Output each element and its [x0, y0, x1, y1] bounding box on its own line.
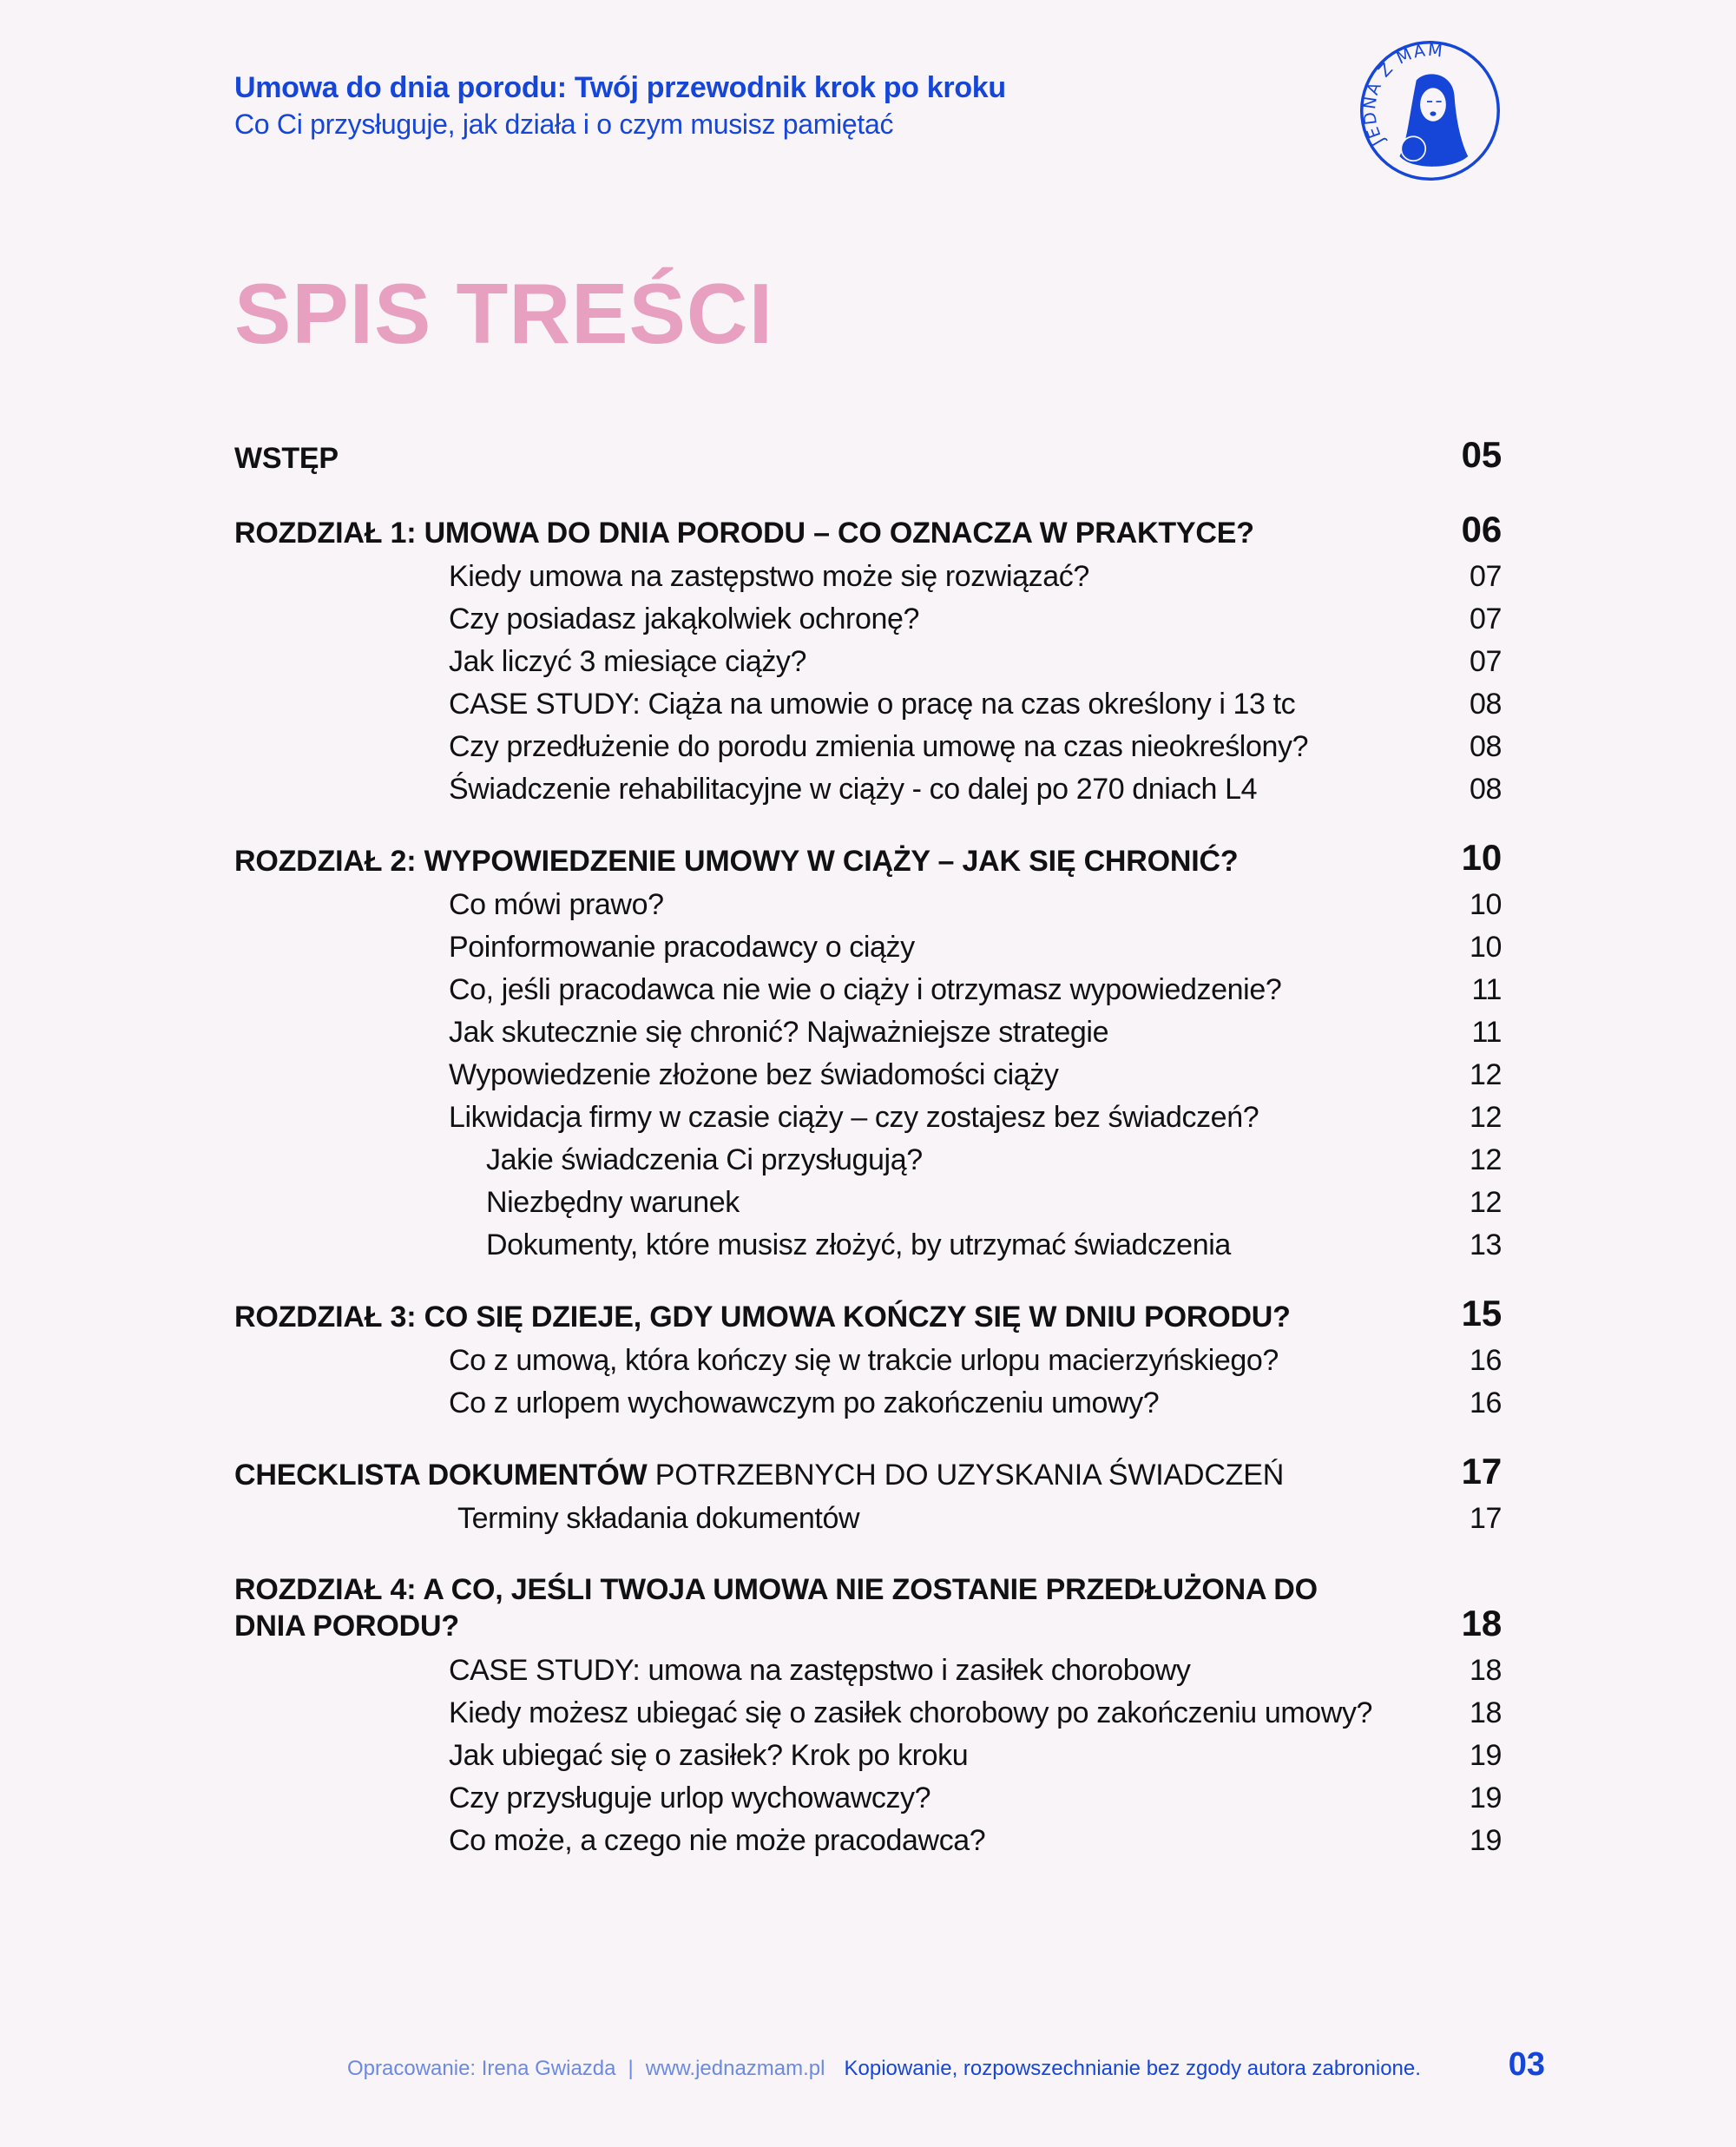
toc-subentry[interactable] [234, 884, 1502, 926]
toc-entry-title: ROZDZIAŁ 1: UMOWA DO DNIA PORODU – CO OZNACZA W PRAKTYCE? [234, 517, 1254, 550]
toc-entry-title: WSTĘP [234, 442, 339, 475]
toc-page-number: 19 [1469, 1824, 1502, 1857]
toc-checklist[interactable] [234, 1451, 1502, 1492]
toc-page-number: 12 [1469, 1143, 1502, 1176]
footer-website-link[interactable]: www.jednazmam.pl [645, 2057, 825, 2080]
toc-subentry-title: Terminy składania dokumentów [457, 1502, 860, 1535]
toc-subentry-title: Co może, a czego nie może pracodawca? [449, 1824, 986, 1857]
table-of-contents [234, 434, 1502, 1862]
toc-entry-title [234, 1571, 1318, 1644]
toc-chapter-2[interactable] [234, 837, 1502, 879]
toc-page-number: 13 [1469, 1228, 1502, 1261]
toc-title-line2: DNIA PORODU? [234, 1610, 459, 1643]
toc-subentry[interactable] [234, 1820, 1502, 1862]
toc-title-bold: CHECKLISTA DOKUMENTÓW [234, 1459, 648, 1492]
toc-subentry[interactable] [234, 768, 1502, 811]
toc-page-number: 17 [1461, 1451, 1502, 1492]
document-subtitle: Co Ci przysługuje, jak działa i o czym musisz pamiętać [234, 109, 894, 140]
toc-subentry-title: CASE STUDY: Ciąża na umowie o pracę na czas określony i 13 tc [449, 688, 1296, 721]
page-footer [347, 2046, 1545, 2084]
toc-subentry-title: Likwidacja firmy w czasie ciąży – czy zostajesz bez świadczeń? [449, 1101, 1259, 1134]
toc-subentry[interactable] [234, 926, 1502, 969]
toc-entry-wstep[interactable] [234, 434, 1502, 476]
toc-page-number: 05 [1461, 434, 1502, 475]
toc-page-number: 18 [1461, 1603, 1502, 1643]
toc-subentry-title: Dokumenty, które musisz złożyć, by utrzymać świadczenia [486, 1228, 1231, 1261]
toc-page-number: 10 [1469, 888, 1502, 921]
toc-subentry-title: Kiedy możesz ubiegać się o zasiłek chorobowy po zakończeniu umowy? [449, 1696, 1373, 1729]
toc-page-number: 18 [1469, 1696, 1502, 1729]
toc-subentry[interactable] [234, 1382, 1502, 1425]
toc-entry-title: ROZDZIAŁ 2: WYPOWIEDZENIE UMOWY W CIĄŻY – JAK SIĘ CHRONIĆ? [234, 845, 1239, 878]
jedna-z-mam-logo-icon [1354, 35, 1506, 187]
toc-page-number: 19 [1469, 1739, 1502, 1772]
toc-page-number: 15 [1461, 1293, 1502, 1334]
toc-page-number: 08 [1469, 688, 1502, 721]
toc-subsubentry[interactable] [234, 1139, 1502, 1182]
toc-page-number: 07 [1469, 603, 1502, 636]
toc-subentry-title: Co mówi prawo? [449, 888, 664, 921]
svg-text:JEDNA Z MAM: JEDNA Z MAM [1358, 39, 1445, 149]
toc-page-number: 16 [1469, 1344, 1502, 1377]
toc-subentry[interactable] [234, 1011, 1502, 1054]
toc-subentry-title: Jak liczyć 3 miesiące ciąży? [449, 645, 807, 678]
toc-subsubentry[interactable] [234, 1182, 1502, 1224]
toc-page-number: 08 [1469, 730, 1502, 763]
toc-subentry-title: Wypowiedzenie złożone bez świadomości ciąży [449, 1058, 1059, 1091]
toc-subentry-title: Kiedy umowa na zastępstwo może się rozwiązać? [449, 560, 1089, 593]
footer-separator: | [628, 2057, 634, 2080]
toc-page-number: 07 [1469, 560, 1502, 593]
toc-subentry-title: Jak skutecznie się chronić? Najważniejsze strategie [449, 1016, 1109, 1049]
toc-subentry[interactable] [234, 1498, 1502, 1540]
toc-page-number: 17 [1469, 1502, 1502, 1535]
toc-page-number: 18 [1469, 1654, 1502, 1687]
page-title: SPIS TREŚCI [234, 266, 773, 361]
toc-subentry[interactable] [234, 1340, 1502, 1382]
toc-page-number: 10 [1469, 931, 1502, 964]
toc-subentry[interactable] [234, 969, 1502, 1011]
toc-page-number: 12 [1469, 1058, 1502, 1091]
toc-chapter-1[interactable] [234, 509, 1502, 550]
toc-subentry[interactable] [234, 1692, 1502, 1735]
toc-page-number: 08 [1469, 773, 1502, 806]
toc-page-number: 12 [1469, 1101, 1502, 1134]
toc-subentry-title: Co z urlopem wychowawczym po zakończeniu umowy? [449, 1386, 1160, 1419]
toc-title-light: POTRZEBNYCH DO UZYSKANIA ŚWIADCZEŃ [647, 1459, 1285, 1492]
toc-subentry-title: Co z umową, która kończy się w trakcie urlopu macierzyńskiego? [449, 1344, 1279, 1377]
toc-subentry[interactable] [234, 1097, 1502, 1139]
toc-subentry[interactable] [234, 1735, 1502, 1777]
toc-chapter-3[interactable] [234, 1293, 1502, 1334]
toc-subentry[interactable] [234, 683, 1502, 726]
toc-subentry-title: Jakie świadczenia Ci przysługują? [486, 1143, 923, 1176]
toc-entry-title: ROZDZIAŁ 3: CO SIĘ DZIEJE, GDY UMOWA KOŃCZY SIĘ W DNIU PORODU? [234, 1301, 1291, 1334]
toc-subentry-title: Co, jeśli pracodawca nie wie o ciąży i otrzymasz wypowiedzenie? [449, 973, 1282, 1006]
toc-page-number: 07 [1469, 645, 1502, 678]
toc-page-number: 11 [1471, 1016, 1502, 1049]
toc-subsubentry[interactable] [234, 1224, 1502, 1267]
footer-author: Opracowanie: Irena Gwiazda [347, 2057, 616, 2080]
toc-page-number: 19 [1469, 1781, 1502, 1814]
toc-page-number: 16 [1469, 1386, 1502, 1419]
toc-page-number: 12 [1469, 1186, 1502, 1219]
toc-subentry-title: Czy przysługuje urlop wychowawczy? [449, 1781, 931, 1814]
toc-chapter-4[interactable] [234, 1571, 1502, 1644]
toc-subentry[interactable] [234, 598, 1502, 641]
toc-subentry[interactable] [234, 726, 1502, 768]
toc-subentry-title: Czy posiadasz jakąkolwiek ochronę? [449, 603, 920, 636]
toc-page-number: 11 [1471, 973, 1502, 1006]
page-number: 03 [1508, 2046, 1545, 2083]
toc-subentry[interactable] [234, 1054, 1502, 1097]
document-header [234, 71, 1006, 141]
toc-title-line1: ROZDZIAŁ 4: A CO, JEŚLI TWOJA UMOWA NIE ZOSTANIE PRZEDŁUŻONA DO [234, 1573, 1318, 1606]
toc-subentry-title: Poinformowanie pracodawcy o ciąży [449, 931, 915, 964]
toc-subentry-title: Jak ubiegać się o zasiłek? Krok po kroku [449, 1739, 969, 1772]
toc-subentry-title: Niezbędny warunek [486, 1186, 740, 1219]
toc-entry-title [234, 1459, 1284, 1492]
toc-subentry[interactable] [234, 556, 1502, 598]
toc-page-number: 10 [1461, 837, 1502, 878]
document-title: Umowa do dnia porodu: Twój przewodnik krok po kroku [234, 71, 1006, 104]
toc-subentry[interactable] [234, 641, 1502, 683]
toc-subentry[interactable] [234, 1650, 1502, 1692]
toc-subentry-title: CASE STUDY: umowa na zastępstwo i zasiłek chorobowy [449, 1654, 1191, 1687]
footer-copyright: Kopiowanie, rozpowszechnianie bez zgody autora zabronione. [844, 2057, 1421, 2080]
toc-page-number: 06 [1461, 509, 1502, 550]
toc-subentry[interactable] [234, 1777, 1502, 1820]
toc-subentry-title: Czy przedłużenie do porodu zmienia umowę na czas nieokreślony? [449, 730, 1309, 763]
toc-subentry-title: Świadczenie rehabilitacyjne w ciąży - co dalej po 270 dniach L4 [449, 773, 1258, 806]
